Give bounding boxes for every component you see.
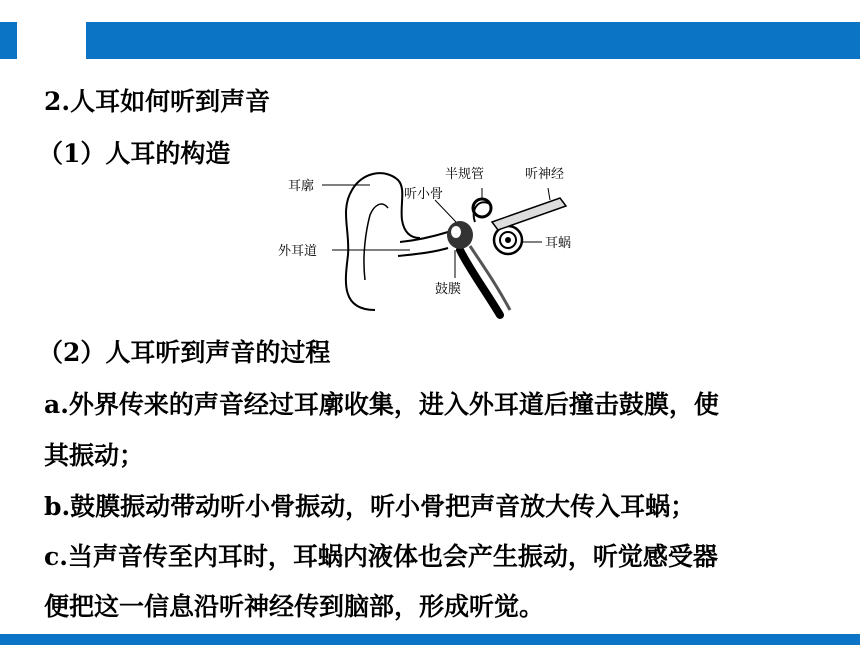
label-semicircular-canals: 半规管 [445, 167, 485, 182]
label-ossicles: 听小骨 [404, 187, 444, 202]
process-step-b: b.鼓膜振动带动听小骨振动，听小骨把声音放大传入耳蜗； [44, 492, 696, 521]
process-step-a-line1: a.外界传来的声音经过耳廓收集，进入外耳道后撞击鼓膜，使 [44, 390, 719, 419]
label-eardrum: 鼓膜 [435, 282, 462, 297]
ear-anatomy-illustration [270, 160, 590, 320]
label-ear-canal: 外耳道 [278, 244, 318, 259]
section-heading: 2.人耳如何听到声音 [44, 87, 271, 116]
ear-structure-diagram [270, 160, 590, 320]
process-step-c-line1: c.当声音传至内耳时，耳蜗内液体也会产生振动，听觉感受器 [44, 542, 718, 571]
process-step-a-line2: 其振动； [44, 441, 145, 470]
subheading-hearing-process: （2）人耳听到声音的过程 [38, 338, 331, 367]
bottom-footer-bar [0, 634, 860, 645]
subheading-ear-structure: （1）人耳的构造 [38, 139, 231, 168]
top-header-bar [86, 22, 860, 59]
label-auditory-nerve: 听神经 [525, 167, 565, 182]
top-left-accent-bar [0, 22, 17, 59]
label-cochlea: 耳蜗 [545, 236, 572, 251]
process-step-c-line2: 便把这一信息沿听神经传到脑部，形成听觉。 [44, 592, 545, 621]
label-auricle: 耳廓 [288, 179, 315, 194]
